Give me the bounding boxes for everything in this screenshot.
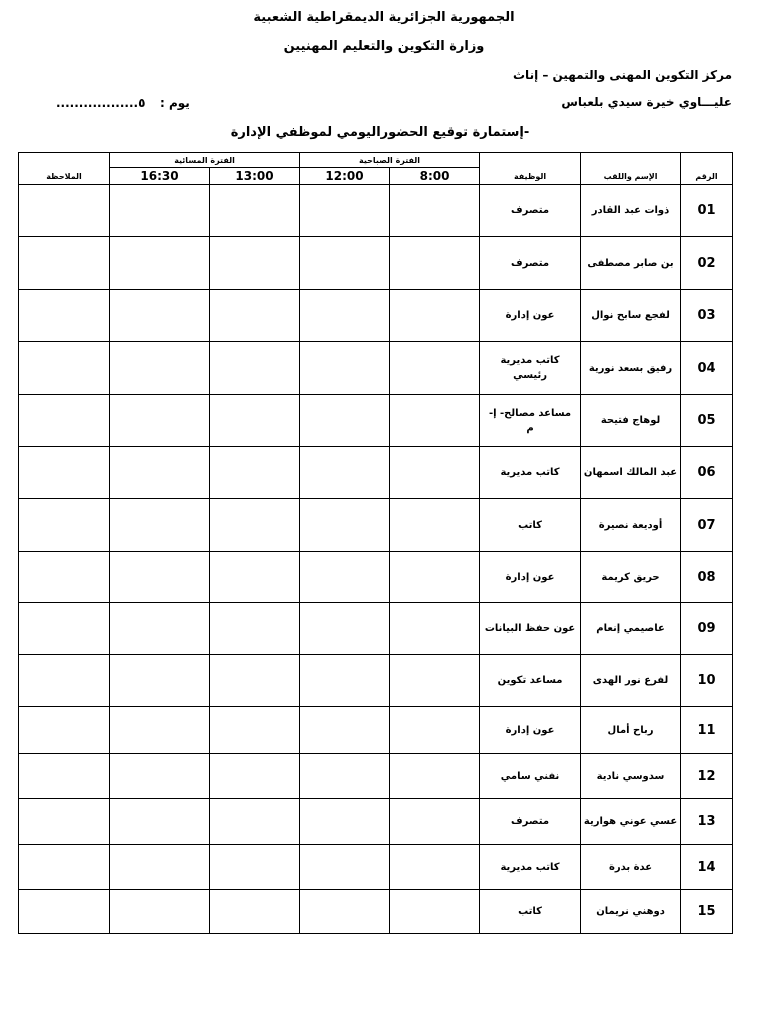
signature-12-00-cell[interactable] (300, 447, 390, 499)
signature-8-00-cell[interactable] (390, 799, 480, 845)
signature-13-00-cell[interactable] (210, 499, 300, 552)
signature-13-00-cell[interactable] (210, 845, 300, 890)
table-row (19, 707, 733, 754)
signature-16-30-cell[interactable] (110, 447, 210, 499)
employee-name: لوهاج فتيحة (581, 395, 681, 447)
signature-8-00-cell[interactable] (390, 552, 480, 603)
signature-13-00-cell[interactable] (210, 707, 300, 754)
employee-name: عاصيمي إنعام (581, 603, 681, 655)
table-row (19, 655, 733, 707)
signature-13-00-cell[interactable] (210, 603, 300, 655)
signature-12-00-cell[interactable] (300, 845, 390, 890)
signature-16-30-cell[interactable] (110, 237, 210, 290)
republic-title: الجمهورية الجزائرية الديمقراطية الشعبية (253, 10, 515, 25)
signature-12-00-cell[interactable] (300, 799, 390, 845)
signature-13-00-cell[interactable] (210, 655, 300, 707)
employee-job: كاتب (480, 890, 581, 934)
signature-8-00-cell[interactable] (390, 845, 480, 890)
remarks-cell[interactable] (19, 552, 110, 603)
signature-12-00-cell[interactable] (300, 754, 390, 799)
employee-name: أوديعة نصيرة (581, 499, 681, 552)
row-number: 03 (681, 290, 733, 342)
employee-job: كاتب مديرية (480, 447, 581, 499)
row-number: 05 (681, 395, 733, 447)
time-8-00: 8:00 (390, 168, 480, 185)
signature-16-30-cell[interactable] (110, 890, 210, 934)
row-number: 02 (681, 237, 733, 290)
employee-name: عسي عوني هوارية (581, 799, 681, 845)
table-row (19, 552, 733, 603)
ministry-title: وزارة التكوين والتعليم المهنيين (283, 39, 485, 54)
signature-12-00-cell[interactable] (300, 603, 390, 655)
employee-name: دوهني نريمان (581, 890, 681, 934)
signature-16-30-cell[interactable] (110, 342, 210, 395)
signature-8-00-cell[interactable] (390, 395, 480, 447)
remarks-cell[interactable] (19, 342, 110, 395)
employee-job: مساعد مصالح- إ- م (480, 395, 581, 447)
signature-8-00-cell[interactable] (390, 499, 480, 552)
signature-13-00-cell[interactable] (210, 290, 300, 342)
employee-job: نفني سامي (480, 754, 581, 799)
signature-12-00-cell[interactable] (300, 237, 390, 290)
table-row (19, 185, 733, 237)
signature-8-00-cell[interactable] (390, 603, 480, 655)
remarks-cell[interactable] (19, 799, 110, 845)
signature-8-00-cell[interactable] (390, 447, 480, 499)
employee-name: عبد المالك اسمهان (581, 447, 681, 499)
signature-13-00-cell[interactable] (210, 799, 300, 845)
signature-16-30-cell[interactable] (110, 552, 210, 603)
remarks-cell[interactable] (19, 845, 110, 890)
signature-12-00-cell[interactable] (300, 342, 390, 395)
table-row (19, 799, 733, 845)
signature-12-00-cell[interactable] (300, 890, 390, 934)
table-row (19, 237, 733, 290)
signature-16-30-cell[interactable] (110, 395, 210, 447)
signature-13-00-cell[interactable] (210, 552, 300, 603)
signature-13-00-cell[interactable] (210, 342, 300, 395)
remarks-cell[interactable] (19, 395, 110, 447)
remarks-cell[interactable] (19, 499, 110, 552)
employee-job: عون إدارة (480, 290, 581, 342)
row-number: 01 (681, 185, 733, 237)
remarks-cell[interactable] (19, 447, 110, 499)
employee-name: سدوسي نادية (581, 754, 681, 799)
row-number: 11 (681, 707, 733, 754)
row-number: 14 (681, 845, 733, 890)
remarks-cell[interactable] (19, 603, 110, 655)
header-morning: الفترة الصباحية (300, 153, 480, 168)
signature-13-00-cell[interactable] (210, 890, 300, 934)
signature-16-30-cell[interactable] (110, 499, 210, 552)
signature-16-30-cell[interactable] (110, 707, 210, 754)
header-num: الرقم (681, 153, 733, 185)
remarks-cell[interactable] (19, 290, 110, 342)
table-row (19, 890, 733, 934)
signature-12-00-cell[interactable] (300, 499, 390, 552)
employee-job: كاتب مديرية رئيسي (480, 342, 581, 395)
table-row (19, 447, 733, 499)
signature-8-00-cell[interactable] (390, 185, 480, 237)
employee-job: كاتب (480, 499, 581, 552)
remarks-cell[interactable] (19, 707, 110, 754)
signature-8-00-cell[interactable] (390, 290, 480, 342)
table-row (19, 845, 733, 890)
employee-name: لفجع سابح نوال (581, 290, 681, 342)
signature-13-00-cell[interactable] (210, 395, 300, 447)
remarks-cell[interactable] (19, 185, 110, 237)
employee-name: حريق كريمة (581, 552, 681, 603)
table-row (19, 290, 733, 342)
employee-job: عون إدارة (480, 552, 581, 603)
signature-8-00-cell[interactable] (390, 707, 480, 754)
employee-job: عون إدارة (480, 707, 581, 754)
signature-16-30-cell[interactable] (110, 845, 210, 890)
signature-8-00-cell[interactable] (390, 237, 480, 290)
signature-12-00-cell[interactable] (300, 185, 390, 237)
employee-name: عدة بدرة (581, 845, 681, 890)
remarks-cell[interactable] (19, 237, 110, 290)
row-number: 06 (681, 447, 733, 499)
row-number: 09 (681, 603, 733, 655)
table-row (19, 603, 733, 655)
time-12-00: 12:00 (300, 168, 390, 185)
center-location: عليـــاوي خيرة سيدي بلعباس (561, 95, 732, 109)
day-value: ..................٥ (56, 96, 146, 110)
attendance-table (18, 152, 733, 934)
employee-job: كاتب مديرية (480, 845, 581, 890)
row-number: 13 (681, 799, 733, 845)
signature-13-00-cell[interactable] (210, 447, 300, 499)
signature-13-00-cell[interactable] (210, 237, 300, 290)
day-label: يوم : (160, 96, 190, 110)
employee-name: ذوات عبد القادر (581, 185, 681, 237)
table-row (19, 499, 733, 552)
row-number: 07 (681, 499, 733, 552)
signature-16-30-cell[interactable] (110, 799, 210, 845)
row-number: 04 (681, 342, 733, 395)
employee-name: بن صابر مصطفى (581, 237, 681, 290)
form-title: -إستمارة توقيع الحضوراليومي لموظفي الإدارة (230, 125, 530, 140)
signature-12-00-cell[interactable] (300, 552, 390, 603)
employee-job: متصرف (480, 185, 581, 237)
time-13-00: 13:00 (210, 168, 300, 185)
table-row (19, 342, 733, 395)
employee-job: مساعد تكوين (480, 655, 581, 707)
row-number: 12 (681, 754, 733, 799)
signature-12-00-cell[interactable] (300, 395, 390, 447)
center-name: مركز التكوين المهنى والتمهين – إناث (513, 68, 732, 82)
header-remarks: الملاحظة (19, 153, 110, 185)
header-job: الوظيفة (480, 153, 581, 185)
signature-12-00-cell[interactable] (300, 290, 390, 342)
signature-8-00-cell[interactable] (390, 890, 480, 934)
signature-12-00-cell[interactable] (300, 707, 390, 754)
signature-12-00-cell[interactable] (300, 655, 390, 707)
header-evening: الفترة المسائية (110, 153, 300, 168)
table-row (19, 754, 733, 799)
employee-name: رفيق بسعد نورية (581, 342, 681, 395)
header-name: الإسم واللقب (581, 153, 681, 185)
employee-job: متصرف (480, 799, 581, 845)
employee-name: لفرع نور الهدى (581, 655, 681, 707)
employee-job: عون حفظ البيانات (480, 603, 581, 655)
signature-8-00-cell[interactable] (390, 342, 480, 395)
signature-16-30-cell[interactable] (110, 754, 210, 799)
row-number: 08 (681, 552, 733, 603)
row-number: 15 (681, 890, 733, 934)
signature-16-30-cell[interactable] (110, 290, 210, 342)
signature-13-00-cell[interactable] (210, 754, 300, 799)
employee-name: رباح أمال (581, 707, 681, 754)
remarks-cell[interactable] (19, 655, 110, 707)
remarks-cell[interactable] (19, 754, 110, 799)
signature-16-30-cell[interactable] (110, 603, 210, 655)
signature-16-30-cell[interactable] (110, 655, 210, 707)
signature-13-00-cell[interactable] (210, 185, 300, 237)
remarks-cell[interactable] (19, 890, 110, 934)
row-number: 10 (681, 655, 733, 707)
signature-16-30-cell[interactable] (110, 185, 210, 237)
employee-job: متصرف (480, 237, 581, 290)
table-row (19, 395, 733, 447)
signature-8-00-cell[interactable] (390, 655, 480, 707)
time-16-30: 16:30 (110, 168, 210, 185)
signature-8-00-cell[interactable] (390, 754, 480, 799)
